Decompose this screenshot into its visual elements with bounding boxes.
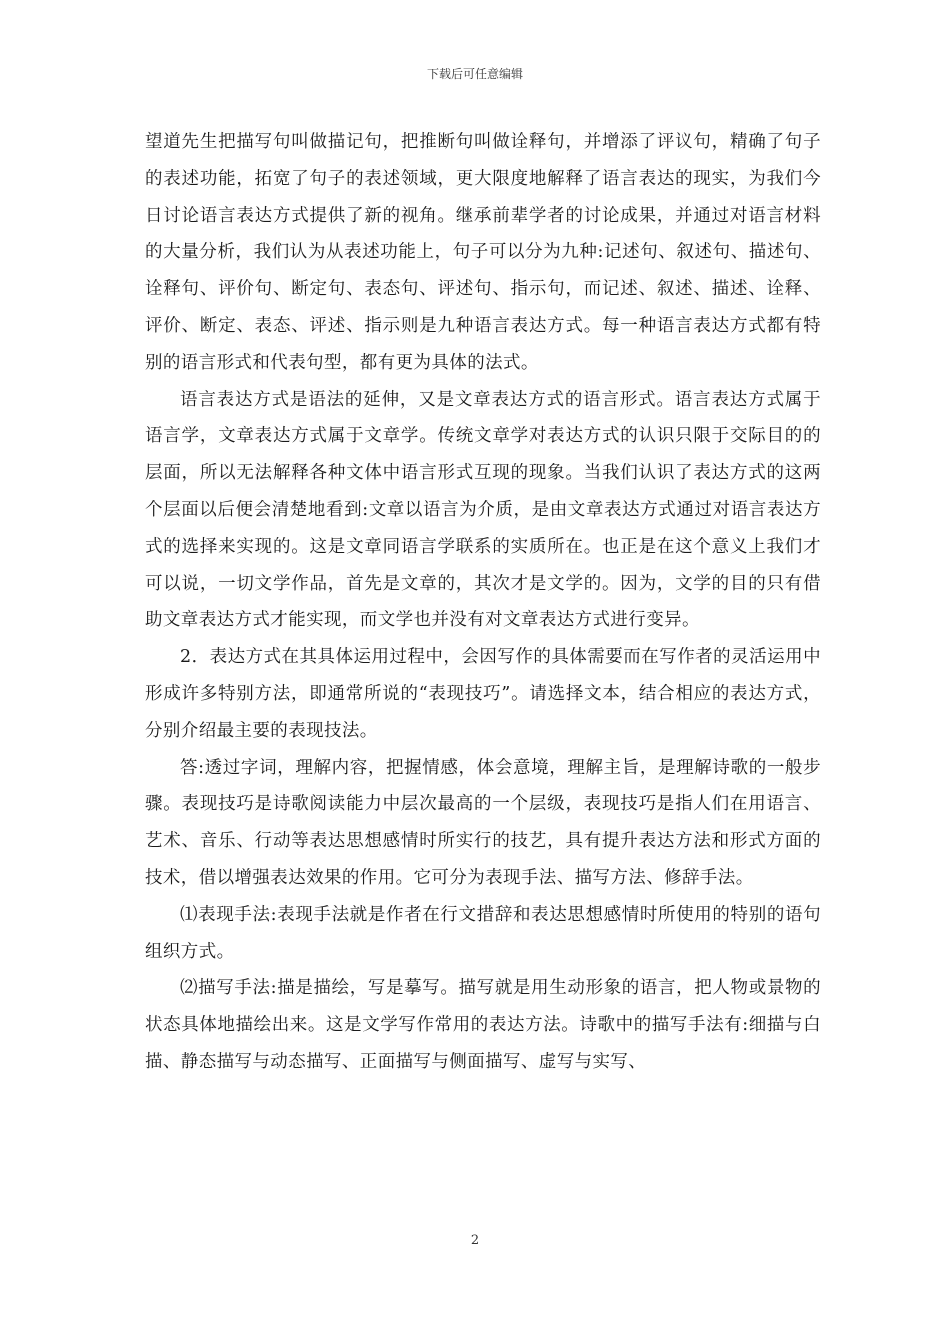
body-text: [145, 124, 821, 1081]
paragraph-continuation: 望道先生把描写句叫做描记句，把推断句叫做诠释句，并增添了评议句，精确了句子的表述功能，拓宽了句子的表述领域，更大限度地解释了语言表达的现实，为我们今日讨论语言表达方式提供了新的视角。继承前辈学者的讨论成果，并通过对语言材料的大量分析，我们认为从表述功能上，句子可以分为九种:记述句、叙述句、描述句、诠释句、评价句、断定句、表态句、评述句、指示句，而记述、叙述、描述、诠释、评价、断定、表态、评述、指示则是九种语言表达方式。每一种语言表达方式都有特别的语言形式和代表句型，都有更为具体的法式。: [145, 132, 821, 373]
question-2: 2．表达方式在其具体运用过程中，会因写作的具体需要而在写作者的灵活运用中形成许多特别方法，即通常所说的“表现技巧”。请选择文本，结合相应的表达方式，分别介绍最主要的表现技法。: [145, 647, 821, 741]
page-number: 2: [470, 1233, 480, 1248]
list-item-expression-technique: ⑴表现手法:表现手法就是作者在行文措辞和表达思想感情时所使用的特别的语句组织方式。: [145, 904, 821, 962]
paragraph-expression-modes: 语言表达方式是语法的延伸，又是文章表达方式的语言形式。语言表达方式属于语言学，文章表达方式属于文章学。传统文章学对表达方式的认识只限于交际目的的层面，所以无法解释各种文体中语言形式互现的现象。当我们认识了表达方式的这两个层面以后便会清楚地看到:文章以语言为介质，是由文章表达方式通过对语言表达方式的选择来实现的。这是文章同语言学联系的实质所在。也正是在这个意义上我们才可以说，一切文学作品，首先是文章的，其次才是文学的。因为，文学的目的只有借助文章表达方式才能实现，而文学也并没有对文章表达方式进行变异。: [145, 389, 821, 631]
list-item-description-technique: ⑵描写手法:描是描绘，写是摹写。描写就是用生动形象的语言，把人物或景物的状态具体地描绘出来。这是文学写作常用的表达方法。诗歌中的描写手法有:细描与白描、静态描写与动态描写、正面描写与侧面描写、虚写与实写、: [145, 978, 821, 1072]
answer-paragraph: 答:透过字词，理解内容，把握情感，体会意境，理解主旨，是理解诗歌的一般步骤。表现技巧是诗歌阅读能力中层次最高的一个层级，表现技巧是指人们在用语言、艺术、音乐、行动等表达思想感情时所实行的技艺，具有提升表达方法和形式方面的技术，借以增强表达效果的作用。它可分为表现手法、描写方法、修辞手法。: [145, 757, 821, 888]
page-header: 下载后可任意编辑: [426, 67, 523, 81]
